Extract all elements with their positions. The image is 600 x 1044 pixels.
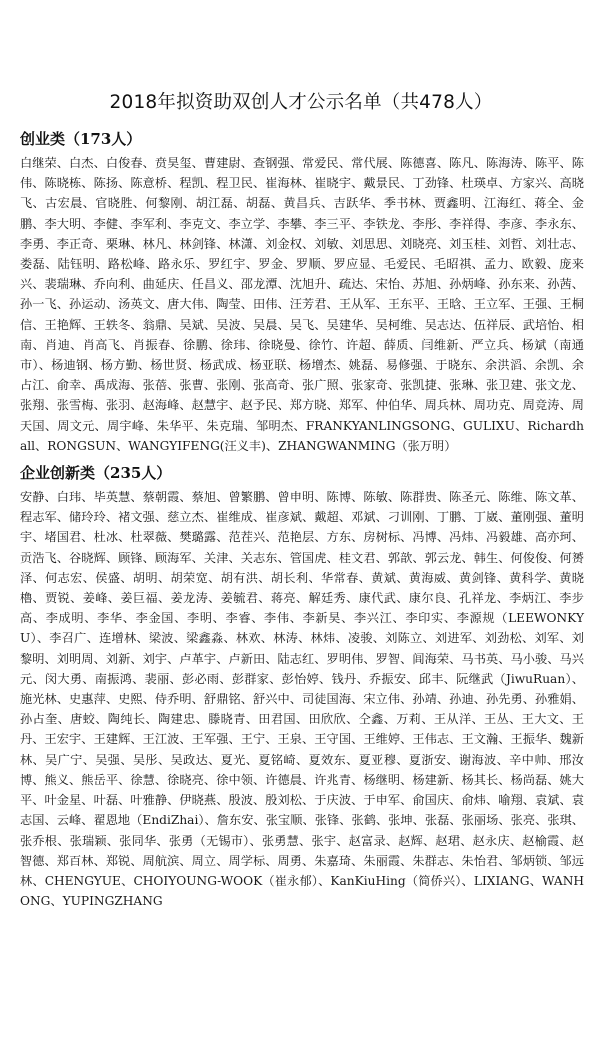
- section-enterprise-innovation: [18, 462, 584, 911]
- document-title: 2018年拟资助双创人才公示名单（共478人）: [109, 92, 493, 113]
- section-heading-startup: 创业类（173人）: [20, 130, 142, 148]
- name-list-startup: 白继荣、白杰、白俊春、贲昊玺、曹建尉、查钢强、常爱民、常代展、陈德喜、陈凡、陈海涛、陈平、陈伟、陈晓栋、陈扬、陈意桥、程凯、程卫民、崔海林、崔晓宇、戴景民、丁劲锋、杜瑛卓、方家兴、高晓飞、古宏晨、官晓胜、何黎刚、胡江磊、胡磊、黄昌兵、吉跃华、季书林、贾鑫明、江海红、蒋全、金鹏、李大明、李健、李军利、李克文、李立学、李攀、李三平、李铁龙、李彤、李祥得、李彦、李永东、李勇、李正奇、栗琳、林凡、林剑锋、林潇、刘金权、刘敏、刘思思、刘晓亮、刘玉桂、刘哲、刘壮志、娄磊、陆钰明、路松峰、路永乐、罗红宇、罗金、罗顺、罗应显、毛爱民、毛昭祺、孟力、欧毅、庞来兴、裴瑞琳、乔向利、曲延庆、任昌义、邵龙潭、沈旭升、疏达、宋怡、苏旭、孙炳峰、孙东来、孙茜、孙一飞、孙运动、汤英文、唐大伟、陶莹、田伟、汪芳君、王从军、王东平、王晗、王立军、王强、王桐信、王艳辉、王轶冬、翁鼎、吴斌、吴波、吴晨、吴飞、吴建华、吴柯维、吴志达、伍祥辰、武培怡、相南、肖迪、肖高飞、肖振春、徐鹏、徐玮、徐晓曼、徐竹、许超、薛质、闫维新、严立兵、杨斌（南通市）、杨迪钢、杨方勤、杨世贤、杨武成、杨亚联、杨增杰、姚磊、易修强、于晓东、余洪滔、余凯、余占江、俞幸、禹成海、张蓓、张曹、张刚、张高奇、张广照、张家奇、张凯捷、张琳、张卫建、张文龙、张翔、张雪梅、张羽、赵海峰、赵慧宇、赵予民、郑方晓、郑军、仲伯华、周兵林、周功克、周竞涛、周天国、周文元、周宇峰、朱华平、朱克瑞、邹明杰、FRANKYANLINGSONG、GULIXU、Richardhall、RONGSUN、WANGYIFENG(汪义丰)、ZHANGWANMING（张万明）: [20, 156, 584, 453]
- section-startup: [18, 128, 584, 456]
- section-heading-enterprise-innovation: 企业创新类（235人）: [20, 464, 172, 483]
- blank-footer-area: [0, 894, 600, 1044]
- name-list-enterprise-innovation: 安静、白玮、毕英慧、蔡朝霞、蔡旭、曾繁鹏、曾申明、陈博、陈敏、陈群贵、陈圣元、陈维、陈文革、程志军、储玲玲、褚文强、慈立杰、崔维成、崔彦斌、戴超、邓斌、刁训刚、丁鹏、丁崴、董刚强、董明宇、堵国君、杜冰、杜翠薇、樊璐露、范茬兴、范艳层、方东、房树标、冯博、冯炜、冯毅雄、高亦珂、贡浩飞、谷晓辉、顾锋、顾海军、关津、关志东、管国虎、桂文君、郭歆、郭云龙、韩生、何俊俊、何赟泽、何志宏、侯盛、胡明、胡荣宽、胡有洪、胡长利、华常春、黄斌、黄海威、黄剑锋、黄科学、黄晓櫓、贾锐、姜峰、姜巨福、姜龙涛、姜毓君、蒋亮、解廷秀、康代武、康尔良、孔祥龙、李炳江、李步高、李成明、李华、李金国、李明、李睿、李伟、李新昊、李兴江、李印实、李源规（LEEWONKYU）、李召广、连增林、梁波、梁鑫淼、林欢、林涛、林炜、凌骏、刘陈立、刘进军、刘劲松、刘军、刘黎明、刘明周、刘新、刘宇、卢革宇、卢新田、陆志红、罗明伟、罗智、闾海荣、马书英、马小骏、马兴元、闵大勇、南振鸿、裴丽、彭必雨、彭群家、彭怡婷、钱丹、乔振安、邱丰、阮继武（JiwuRuan）、施光林、史惠萍、史熙、侍乔明、舒鼎铭、舒兴中、司徒国海、宋立伟、孙靖、孙迪、孙先勇、孙雅娟、孙占奎、唐蛟、陶纯长、陶建忠、滕晓青、田君国、田欣欣、仝鑫、万莉、王从洋、王丛、王大文、王丹、王宏宇、王建辉、王江波、王军强、王宁、王泉、王守国、王维婷、王伟志、王文瀚、王振华、魏新林、吴广宁、吴强、吴彤、吴政达、夏光、夏铭崎、夏效东、夏亚穆、夏浙安、谢海波、辛中帅、邢汝博、熊义、熊岳平、徐慧、徐晓亮、徐中领、许德晨、许兆青、杨继明、杨建新、杨其长、杨尚磊、姚大平、叶金星、叶磊、叶雅静、伊晓燕、殷波、殷刘松、于庆波、于申军、俞国庆、俞炜、喻翔、袁斌、袁志国、云峰、翟恩地（EndiZhai）、詹东安、张宝顺、张锋、张鹤、张坤、张磊、张丽场、张亮、张琪、张乔根、张瑞颖、张同华、张勇（无锡市）、张勇慧、张宇、赵富录、赵辉、赵珺、赵永庆、赵榆霞、赵智德、郑百林、郑锐、周航滨、周立、周学标、周勇、朱嘉琦、朱丽霞、朱群志、朱怡君、邹炳锁、邹远林、CHENGYUE、CHOIYOUNG-WOOK（崔永郁）、KanKiuHing（简侨兴）、LIXIANG、WANHONG、YUPINGZHANG: [20, 490, 584, 909]
